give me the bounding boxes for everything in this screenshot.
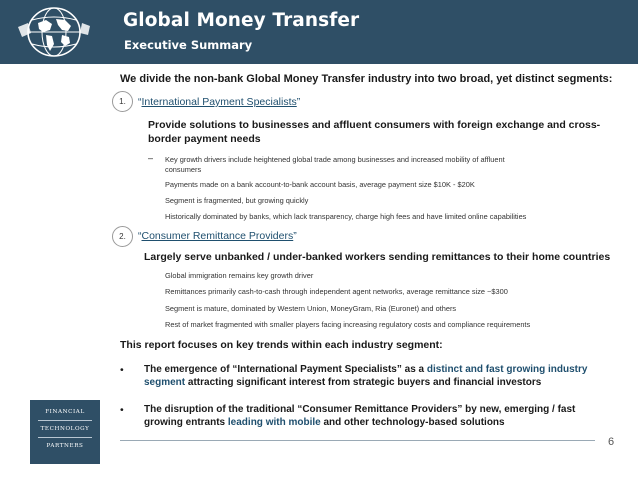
logo-word: FINANCIAL [45,409,85,415]
page-subtitle: Executive Summary [124,38,253,52]
detail-item: Segment is fragmented, but growing quickly [165,196,309,205]
page-number: 6 [608,436,615,448]
segment-lead: Largely serve unbanked / under-banked workers sending remittances to their home countries [144,251,611,263]
detail-item: Global immigration remains key growth driver [165,271,314,280]
segment-number: 1. [112,91,133,112]
bullet-icon: • [120,364,124,376]
segment-lead: border payment needs [148,133,261,145]
detail-item: consumers [165,165,202,174]
detail-item: Payments made on a bank account-to-bank account basis, average payment size $10K - $20K [165,180,475,189]
intro-text: We divide the non-bank Global Money Transfer industry into two broad, yet distinct segments: [120,73,613,85]
focus-heading: This report focuses on key trends within each industry segment: [120,339,443,351]
segment-label: “Consumer Remittance Providers” [138,230,297,242]
trend-line: growing entrants leading with mobile and other technology-based solutions [144,417,505,428]
detail-item: Rest of market fragmented with smaller players facing increasing regulatory costs and compliance requirements [165,320,531,329]
segment-lead: Provide solutions to businesses and affluent consumers with foreign exchange and cross- [148,119,601,131]
segment-link[interactable]: Consumer Remittance Providers [141,230,294,242]
page-title: Global Money Transfer [123,10,360,31]
logo-word: TECHNOLOGY [40,426,90,432]
detail-item: Key growth drivers include heightened global trade among businesses and increased mobility of affluent [165,155,505,164]
segment-label: “International Payment Specialists” [138,96,301,108]
logo-word: PARTNERS [46,443,84,449]
trend-line: segment attracting significant interest from strategic buyers and financial investors [144,377,542,388]
header-bar [0,0,638,64]
detail-item: Historically dominated by banks, which lack transparency, charge high fees and have limited online capabilities [165,212,527,221]
segment-link[interactable]: International Payment Specialists [141,96,297,108]
globe-icon [16,5,92,59]
detail-item: Remittances primarily cash-to-cash through independent agent networks, average remittance size ~$300 [165,287,508,296]
segment-number: 2. [112,226,133,247]
footer-divider [120,440,595,441]
detail-item: Segment is mature, dominated by Western Union, MoneyGram, Ria (Euronet) and others [165,304,457,313]
trend-line: The emergence of “International Payment Specialists” as a distinct and fast growing industry [144,364,588,375]
bullet-icon: • [120,404,124,416]
ftp-logo [30,400,100,464]
trend-line: The disruption of the traditional “Consumer Remittance Providers” by new, emerging / fast [144,404,576,415]
dash-bullet: – [148,153,154,163]
